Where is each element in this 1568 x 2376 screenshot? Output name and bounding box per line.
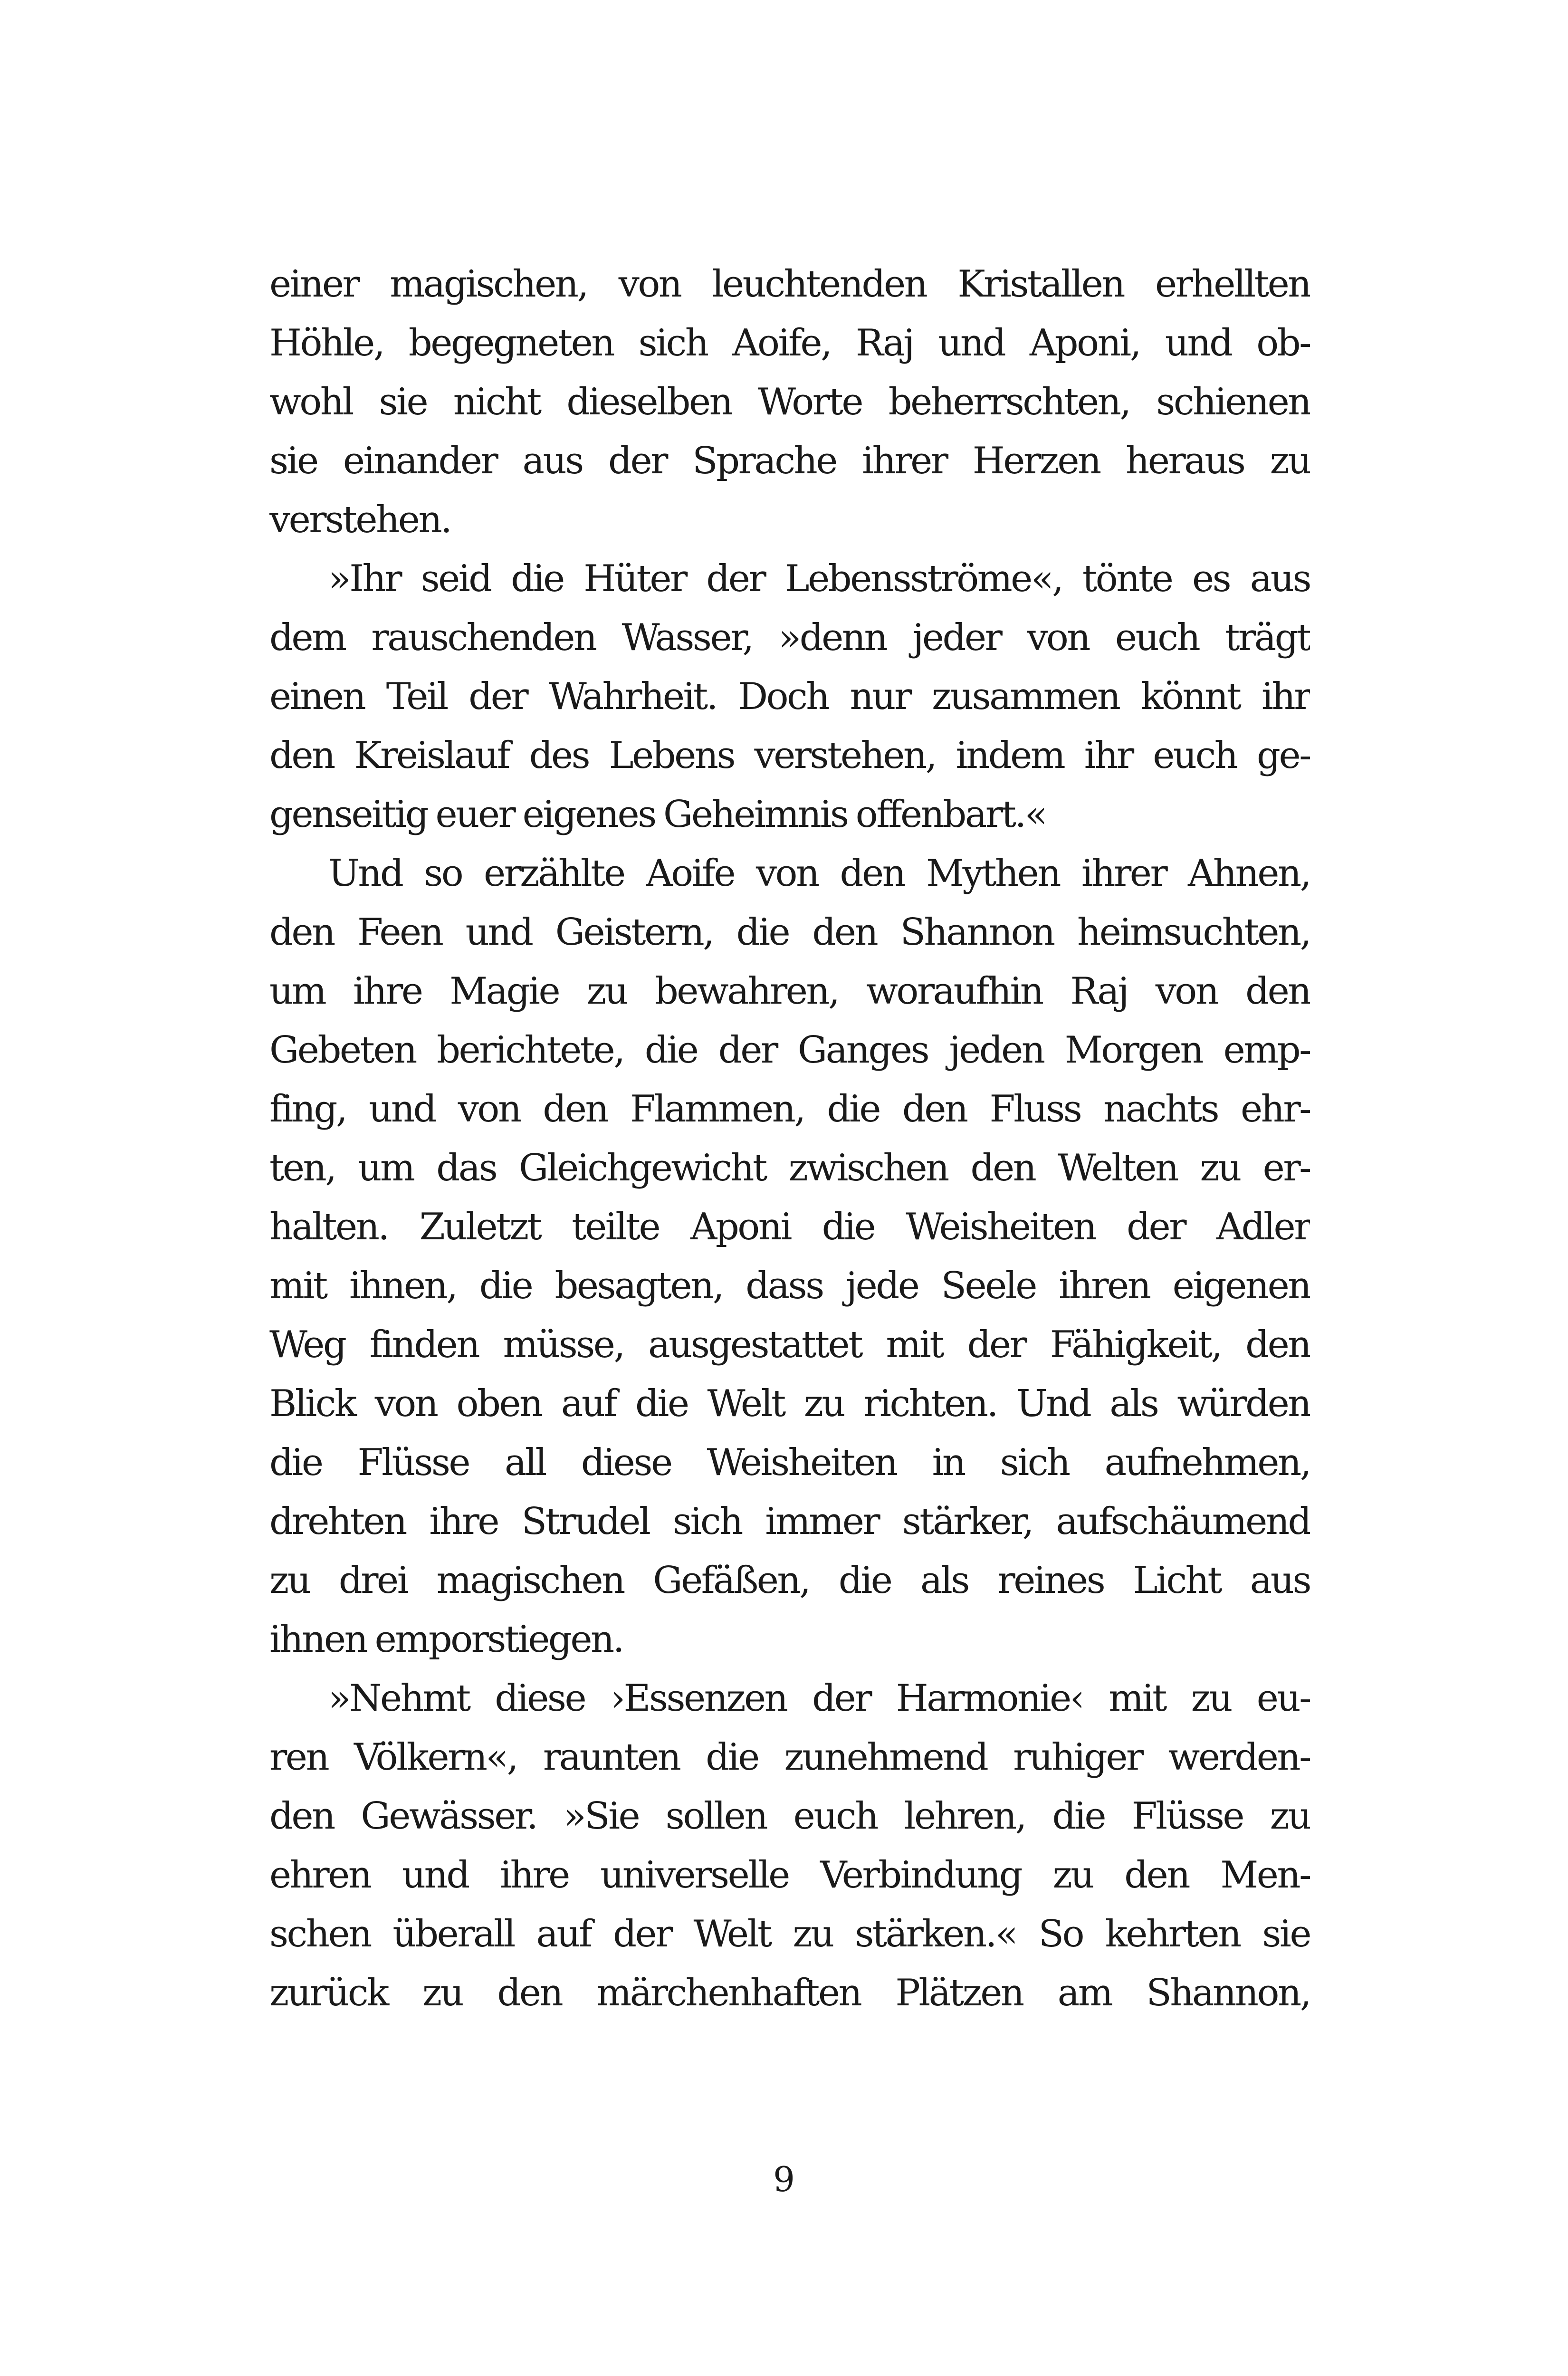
text-line: zurück zu den märchenhaften Plätzen am Shannon, (269, 1972, 1310, 2014)
text-line: mit ihnen, die besagten, dass jede Seele ihren eigenen (269, 1265, 1310, 1307)
text-line: wohl sie nicht dieselben Worte beherrschten, schienen (269, 381, 1310, 423)
text-line: »Nehmt diese ›Essenzen der Harmonie‹ mit zu eu- (328, 1677, 1310, 1720)
text-line: den Kreislauf des Lebens verstehen, indem ihr euch ge- (269, 734, 1310, 777)
text-line: schen überall auf der Welt zu stärken.« So kehrten sie (269, 1913, 1310, 1955)
text-line: einer magischen, von leuchtenden Kristallen erhellten (269, 263, 1310, 306)
text-line: verstehen. (269, 498, 451, 541)
text-line: den Feen und Geistern, die den Shannon heimsuchten, (269, 911, 1310, 954)
body-text (269, 255, 1310, 2022)
text-line: Gebeten berichtete, die der Ganges jeden Morgen emp- (269, 1029, 1310, 1072)
text-line: zu drei magischen Gefäßen, die als reines Licht aus (269, 1559, 1310, 1602)
text-line: den Gewässer. »Sie sollen euch lehren, die Flüsse zu (269, 1795, 1310, 1838)
text-line: ren Völkern«, raunten die zunehmend ruhiger werden- (269, 1736, 1310, 1779)
text-line: Und so erzählte Aoife von den Mythen ihrer Ahnen, (328, 852, 1310, 895)
text-line: Höhle, begegneten sich Aoife, Raj und Aponi, und ob- (269, 322, 1310, 364)
text-line: halten. Zuletzt teilte Aponi die Weisheiten der Adler (269, 1206, 1310, 1248)
text-line: ihnen emporstiegen. (269, 1618, 623, 1661)
text-line: einen Teil der Wahrheit. Doch nur zusammen könnt ihr (269, 675, 1310, 718)
text-line: Blick von oben auf die Welt zu richten. Und als würden (269, 1382, 1310, 1425)
text-line: die Flüsse all diese Weisheiten in sich aufnehmen, (269, 1441, 1310, 1484)
text-line: ehren und ihre universelle Verbindung zu den Men- (269, 1854, 1310, 1897)
text-line: drehten ihre Strudel sich immer stärker, aufschäumend (269, 1500, 1310, 1543)
text-line: Weg finden müsse, ausgestattet mit der Fähigkeit, den (269, 1323, 1310, 1366)
text-line: um ihre Magie zu bewahren, woraufhin Raj von den (269, 970, 1310, 1013)
text-line: »Ihr seid die Hüter der Lebensströme«, tönte es aus (328, 557, 1310, 600)
text-line: sie einander aus der Sprache ihrer Herzen heraus zu (269, 440, 1310, 482)
text-line: dem rauschenden Wasser, »denn jeder von euch trägt (269, 616, 1310, 659)
text-line: fing, und von den Flammen, die den Fluss nachts ehr- (269, 1088, 1310, 1131)
text-line: ten, um das Gleichgewicht zwischen den Welten zu er- (269, 1147, 1310, 1189)
page-number: 9 (773, 2159, 795, 2199)
text-line: genseitig euer eigenes Geheimnis offenbart.« (269, 793, 1046, 836)
